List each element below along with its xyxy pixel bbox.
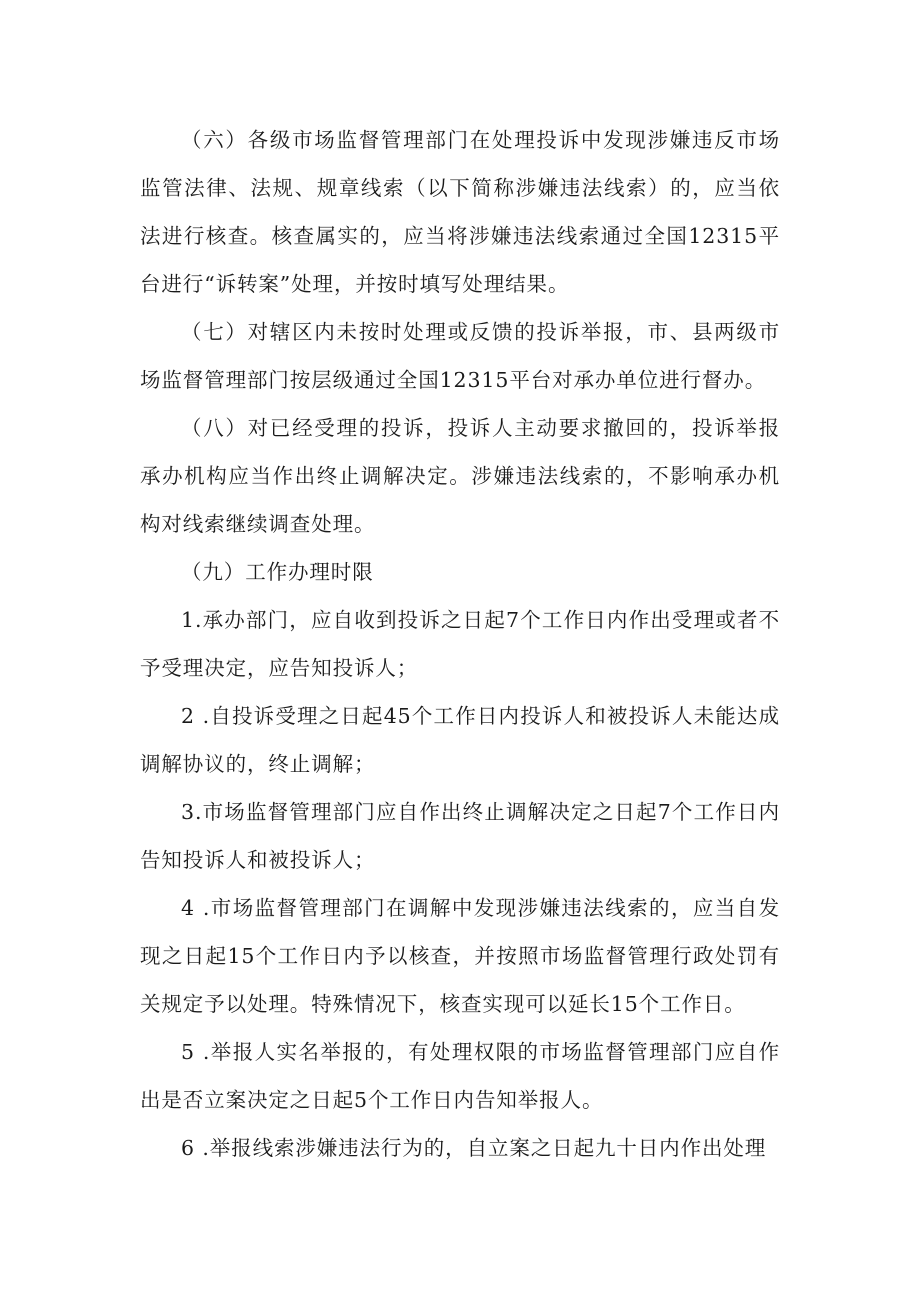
paragraph-6: （六）各级市场监督管理部门在处理投诉中发现涉嫌违反市场监管法律、法规、规章线索（以下简称涉嫌违法线索）的，应当依法进行核查。核查属实的，应当将涉嫌违法线索通过全国12315平台进行“诉转案”处理，并按时填写处理结果。	[140, 128, 780, 296]
list-item-6: 6 .举报线索涉嫌违法行为的，自立案之日起九十日内作出处理	[181, 1136, 767, 1160]
document-body	[140, 116, 780, 1172]
list-item-3: 3.市场监督管理部门应自作出终止调解决定之日起7个工作日内告知投诉人和被投诉人；	[140, 800, 780, 872]
list-item-4: 4 .市场监督管理部门在调解中发现涉嫌违法线索的，应当自发现之日起15个工作日内予以核查，并按照市场监督管理行政处罚有关规定予以处理。特殊情况下，核查实现可以延长15个工作日。	[140, 896, 780, 1016]
paragraph-7: （七）对辖区内未按时处理或反馈的投诉举报，市、县两级市场监督管理部门按层级通过全国12315平台对承办单位进行督办。	[140, 320, 780, 392]
list-item-1: 1.承办部门，应自收到投诉之日起7个工作日内作出受理或者不予受理决定，应告知投诉人；	[140, 608, 780, 680]
list-item-2: 2 .自投诉受理之日起45个工作日内投诉人和被投诉人未能达成调解协议的，终止调解；	[140, 704, 780, 776]
paragraph-9-heading: （九）工作办理时限	[181, 560, 374, 584]
paragraph-8: （八）对已经受理的投诉，投诉人主动要求撤回的，投诉举报承办机构应当作出终止调解决定。涉嫌违法线索的，不影响承办机构对线索继续调查处理。	[140, 416, 780, 536]
list-item-5: 5 .举报人实名举报的，有处理权限的市场监督管理部门应自作出是否立案决定之日起5个工作日内告知举报人。	[140, 1040, 780, 1112]
